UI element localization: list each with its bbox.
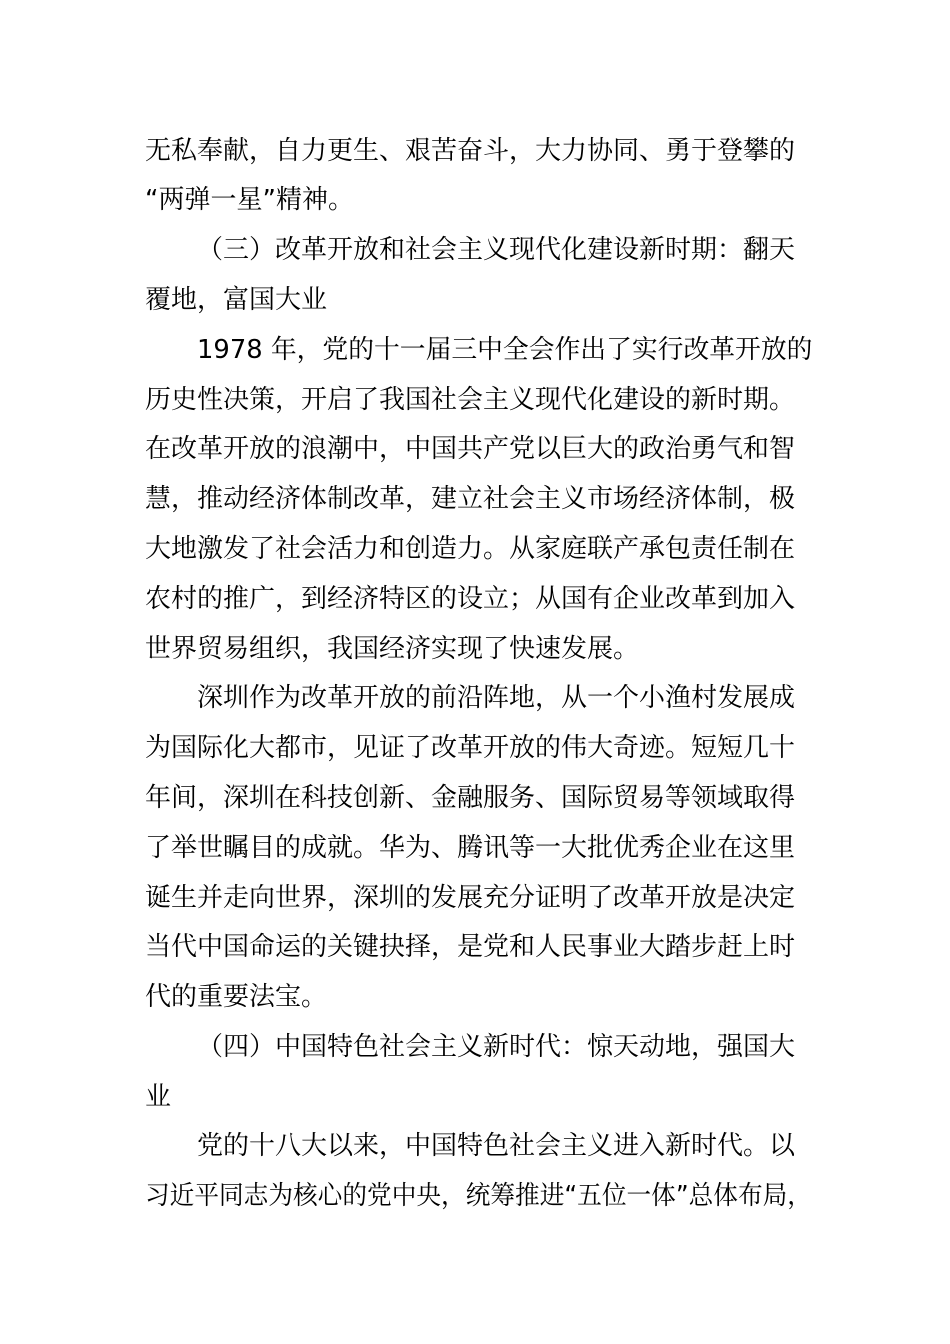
paragraph-line: 1978 年，党的十一届三中全会作出了实行改革开放的 [197,335,813,365]
paragraph-line: 慧，推动经济体制改革，建立社会主义市场经济体制，极 [145,484,796,514]
section-heading-4: （四）中国特色社会主义新时代：惊天动地，强国大 [197,1032,796,1062]
text-line: “两弹一星”精神。 [145,185,354,215]
paragraph-line: 农村的推广，到经济特区的设立；从国有企业改革到加入 [145,584,796,614]
paragraph-line: 在改革开放的浪潮中，中国共产党以巨大的政治勇气和智 [145,434,796,464]
paragraph-line: 世界贸易组织，我国经济实现了快速发展。 [145,634,640,664]
paragraph-line: 党的十八大以来，中国特色社会主义进入新时代。以 [197,1131,796,1161]
paragraph-line: 代的重要法宝。 [145,982,328,1012]
paragraph-line: 大地激发了社会活力和创造力。从家庭联产承包责任制在 [145,534,796,564]
section-heading-3-cont: 覆地，富国大业 [145,285,328,315]
paragraph-line: 当代中国命运的关键抉择，是党和人民事业大踏步赶上时 [145,932,796,962]
text-line: 无私奉献，自力更生、艰苦奋斗，大力协同、勇于登攀的 [145,136,796,166]
section-heading-4-cont: 业 [145,1082,172,1112]
paragraph-line: 了举世瞩目的成就。华为、腾讯等一大批优秀企业在这里 [145,833,796,863]
section-heading-3: （三）改革开放和社会主义现代化建设新时期：翻天 [197,235,796,265]
paragraph-line: 习近平同志为核心的党中央，统筹推进“五位一体”总体布局， [145,1181,812,1211]
paragraph-line: 历史性决策，开启了我国社会主义现代化建设的新时期。 [145,385,796,415]
paragraph-line: 深圳作为改革开放的前沿阵地，从一个小渔村发展成 [197,683,796,713]
paragraph-line: 为国际化大都市，见证了改革开放的伟大奇迹。短短几十 [145,733,796,763]
paragraph-line: 年间，深圳在科技创新、金融服务、国际贸易等领域取得 [145,783,796,813]
paragraph-line: 诞生并走向世界，深圳的发展充分证明了改革开放是决定 [145,883,796,913]
